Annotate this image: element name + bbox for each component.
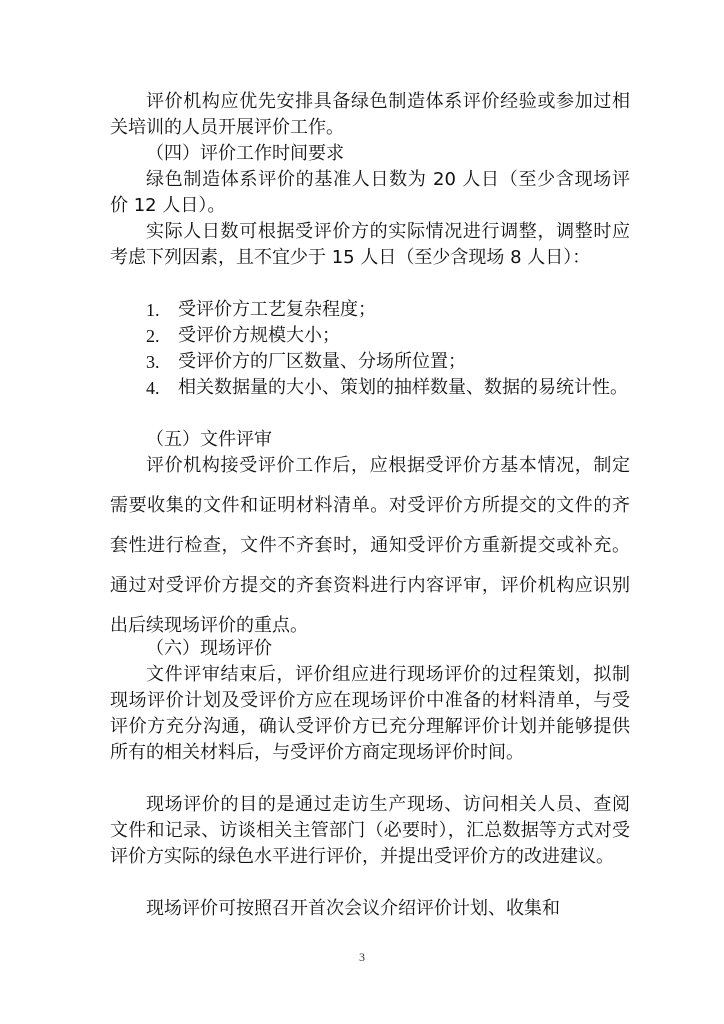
list-text: 相关数据量的大小、策划的抽样数量、数据的易统计性。 (178, 377, 628, 398)
list-number: 1. (146, 300, 160, 320)
list-number: 3. (146, 352, 160, 372)
list-item (146, 323, 630, 349)
paragraph-document-review: 评价机构接受评价工作后，应根据受评价方基本情况，制定需要收集的文件和证明材料清单。对受评价方所提交的文件的齐套性进行检查，文件不齐套时，通知受评价方重新提交或补充。通过对受评价方提交的齐套资料进行内容评审，评价机构应识别出后续现场评价的重点。 (110, 455, 630, 636)
section-heading-4: （四）评价工作时间要求 (146, 143, 344, 164)
list-item (146, 349, 630, 375)
list-text: 受评价方的厂区数量、分场所位置； (178, 351, 466, 372)
paragraph-onsite-procedure: 现场评价可按照召开首次会议介绍评价计划、收集和 (146, 898, 560, 919)
paragraph-actual-days: 实际人日数可根据受评价方的实际情况进行调整，调整时应考虑下列因素，且不宜少于 15 人日（至少含现场 8 人日）： (110, 221, 630, 268)
paragraph-baseline-days: 绿色制造体系评价的基准人日数为 20 人日（至少含现场评价 12 人日）。 (110, 169, 630, 216)
list-text: 受评价方工艺复杂程度； (178, 299, 376, 320)
page-number: 3 (359, 950, 365, 964)
list-item (146, 375, 630, 401)
paragraph-onsite-planning: 文件评审结束后，评价组应进行现场评价的过程策划，拟制现场评价计划及受评价方应在现场评价中准备的材料清单，与受评价方充分沟通，确认受评价方已充分理解评价计划并能够提供所有的相关材料后，与受评价方商定现场评价时间。 (110, 664, 630, 763)
list-number: 2. (146, 326, 160, 346)
list-text: 受评价方规模大小； (178, 325, 340, 346)
paragraph-evaluator-arrangement: 评价机构应优先安排具备绿色制造体系评价经验或参加过相关培训的人员开展评价工作。 (110, 91, 630, 138)
section-heading-5: （五）文件评审 (146, 429, 272, 450)
list-number: 4. (146, 378, 160, 398)
section-heading-6: （六）现场评价 (146, 638, 272, 659)
list-item (146, 297, 630, 323)
paragraph-onsite-purpose: 现场评价的目的是通过走访生产现场、访问相关人员、查阅文件和记录、访谈相关主管部门（必要时），汇总数据等方式对受评价方实际的绿色水平进行评价，并提出受评价方的改进建议。 (110, 794, 630, 867)
